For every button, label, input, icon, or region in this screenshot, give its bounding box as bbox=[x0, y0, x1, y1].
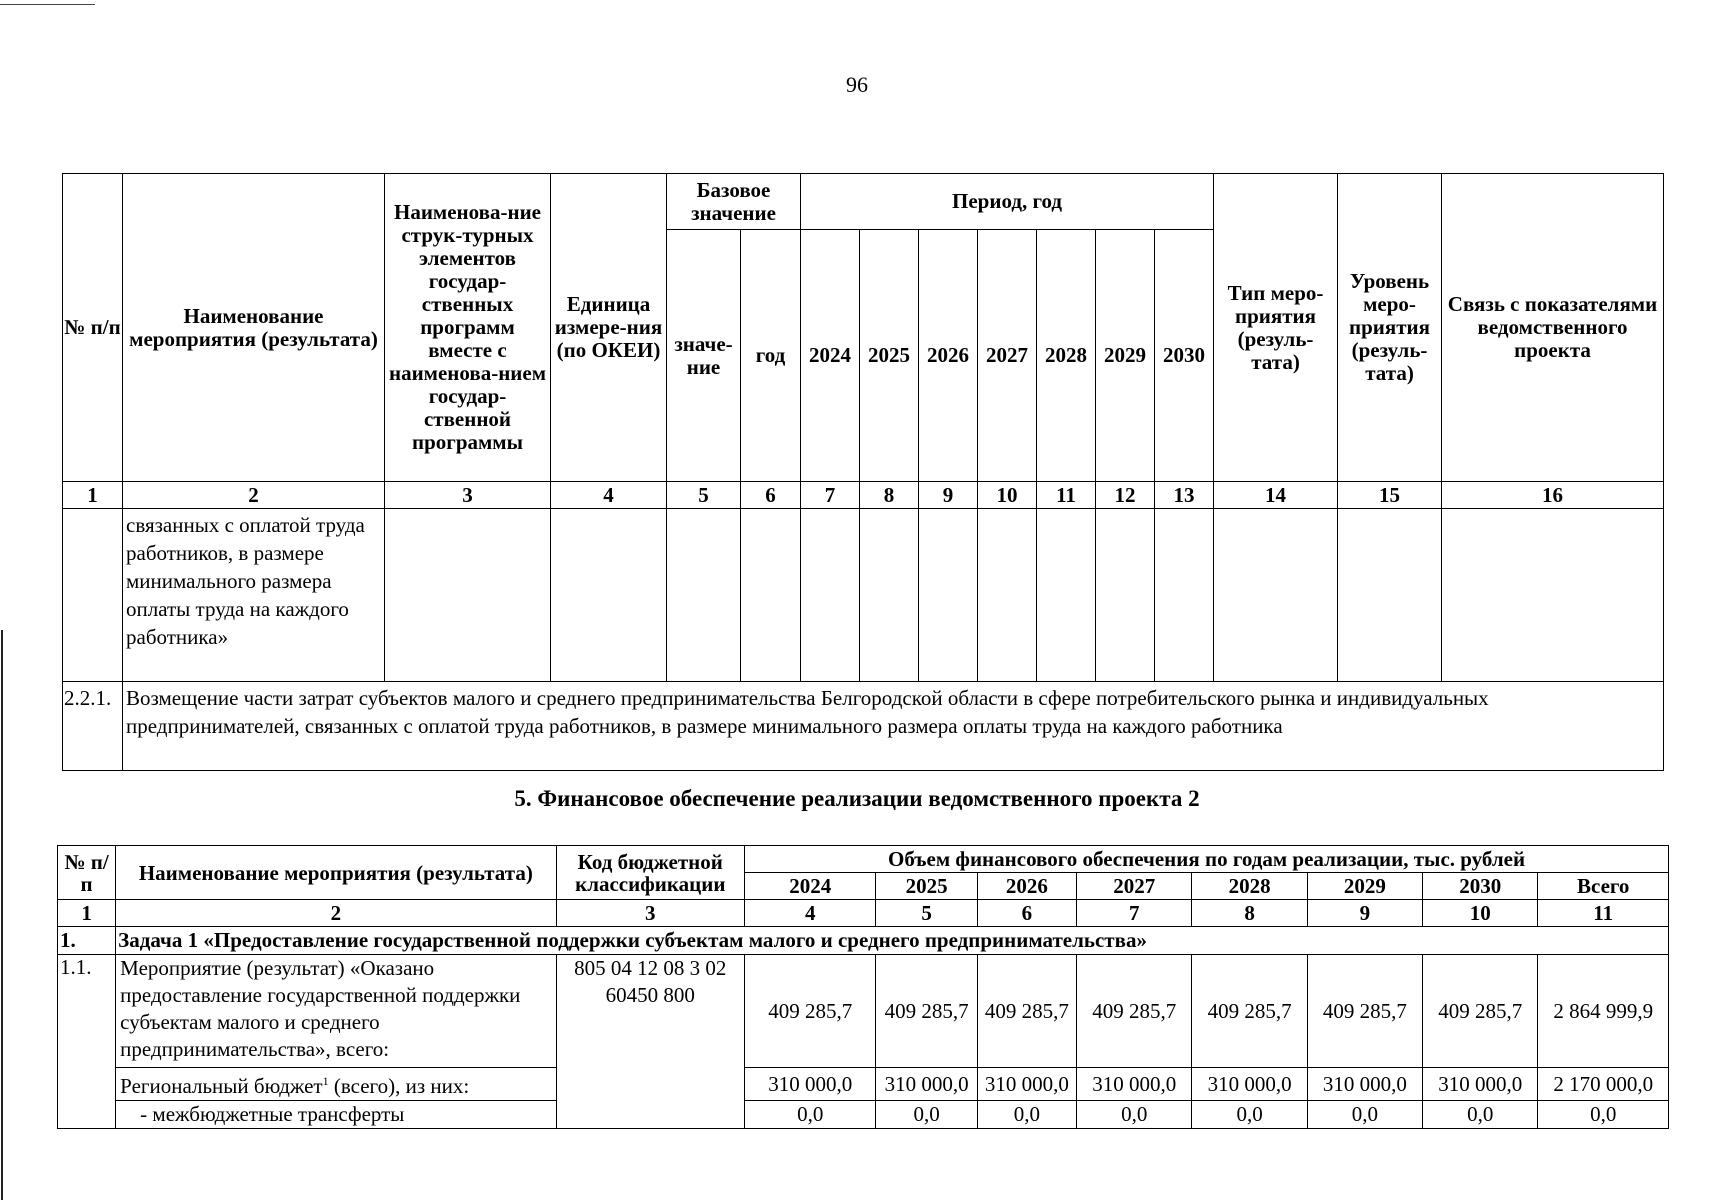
column-number: 10 bbox=[1423, 900, 1538, 927]
col-header-year: 2024 bbox=[745, 873, 876, 900]
column-number: 11 bbox=[1037, 482, 1096, 509]
col-header-year: 2027 bbox=[978, 230, 1037, 482]
col-header-year: 2026 bbox=[977, 873, 1076, 900]
value-cell: 0,0 bbox=[977, 1101, 1076, 1129]
measure-number: 1.1. bbox=[58, 955, 116, 1129]
table-row bbox=[58, 927, 1669, 955]
col-header-year: 2030 bbox=[1423, 873, 1538, 900]
financing-table bbox=[57, 845, 1669, 1129]
value-cell: 409 285,7 bbox=[876, 955, 977, 1068]
column-number: 16 bbox=[1442, 482, 1664, 509]
column-number: 2 bbox=[116, 900, 556, 927]
sub-item-text: Возмещение части затрат субъектов малого и среднего предпринимательства Белгородской области в сфере потребительского рынка и индивидуальных предпринимателей, связанных с оплатой труда работников, в размере минимального размера оплаты труда на каждого работника bbox=[123, 682, 1664, 771]
value-cell: 409 285,7 bbox=[745, 955, 876, 1068]
regional-label-suffix: (всего), из них: bbox=[328, 1074, 470, 1098]
value-cell: 310 000,0 bbox=[1077, 1068, 1192, 1101]
value-cell: 0,0 bbox=[1307, 1101, 1422, 1129]
column-number: 8 bbox=[860, 482, 919, 509]
measure-text: Мероприятие (результат) «Оказано предоставление государственной поддержки субъектам малого и среднего предпринимательства», всего: bbox=[116, 955, 556, 1068]
col-header-total: Всего bbox=[1538, 873, 1669, 900]
col-header-base-year: год bbox=[741, 230, 801, 482]
column-number: 3 bbox=[385, 482, 551, 509]
value-cell: 310 000,0 bbox=[876, 1068, 977, 1101]
column-number: 6 bbox=[977, 900, 1076, 927]
col-header-year: 2028 bbox=[1192, 873, 1307, 900]
col-header-year: 2024 bbox=[801, 230, 860, 482]
left-margin-rule bbox=[1, 630, 3, 1200]
column-number: 9 bbox=[1307, 900, 1422, 927]
column-number: 5 bbox=[876, 900, 977, 927]
page-number: 96 bbox=[846, 72, 868, 97]
value-cell: 409 285,7 bbox=[1192, 955, 1307, 1068]
transfers-label: - межбюджетные трансферты bbox=[116, 1101, 556, 1129]
col-header-base-value: значе-ние bbox=[667, 230, 741, 482]
column-number: 2 bbox=[123, 482, 385, 509]
column-number: 14 bbox=[1214, 482, 1338, 509]
footnote-mark: 1 bbox=[322, 1074, 329, 1088]
value-cell: 0,0 bbox=[1077, 1101, 1192, 1129]
col-header-name: Наименование мероприятия (результата) bbox=[116, 846, 556, 900]
value-cell: 310 000,0 bbox=[977, 1068, 1076, 1101]
col-header-year: 2028 bbox=[1037, 230, 1096, 482]
value-cell: 0,0 bbox=[745, 1101, 876, 1129]
value-cell: 310 000,0 bbox=[1192, 1068, 1307, 1101]
table-row bbox=[63, 509, 1664, 682]
value-cell: 310 000,0 bbox=[745, 1068, 876, 1101]
col-header-unit: Единица измере-ния (по ОКЕИ) bbox=[551, 174, 667, 482]
value-cell: 0,0 bbox=[1423, 1101, 1538, 1129]
column-number: 6 bbox=[741, 482, 801, 509]
col-header-year: 2029 bbox=[1096, 230, 1155, 482]
col-header-num: № п/п bbox=[63, 174, 123, 482]
table-row bbox=[58, 1068, 1669, 1101]
value-cell: 0,0 bbox=[1192, 1101, 1307, 1129]
column-number: 1 bbox=[58, 900, 116, 927]
total-cell: 2 170 000,0 bbox=[1538, 1068, 1669, 1101]
regional-budget-label bbox=[116, 1068, 556, 1101]
column-number: 7 bbox=[801, 482, 860, 509]
col-header-link: Связь с показателями ведомственного проекта bbox=[1442, 174, 1664, 482]
value-cell: 0,0 bbox=[876, 1101, 977, 1129]
section-title: 5. Финансовое обеспечение реализации ведомственного проекта 2 bbox=[514, 786, 1200, 811]
value-cell: 409 285,7 bbox=[977, 955, 1076, 1068]
sub-item-code: 2.2.1. bbox=[63, 682, 123, 771]
task-text: Задача 1 «Предоставление государственной поддержки субъектам малого и среднего предпринимательства» bbox=[116, 927, 1669, 955]
col-header-num: № п/п bbox=[58, 846, 116, 900]
col-header-kbk: Код бюджетной классификации bbox=[556, 846, 745, 900]
col-header-year: 2027 bbox=[1077, 873, 1192, 900]
budget-code: 805 04 12 08 3 02 60450 800 bbox=[556, 955, 745, 1129]
table-row bbox=[58, 1101, 1669, 1129]
value-cell: 409 285,7 bbox=[1307, 955, 1422, 1068]
col-header-base: Базовое значение bbox=[667, 174, 801, 230]
col-header-name: Наименование мероприятия (результата) bbox=[123, 174, 385, 482]
column-number: 4 bbox=[551, 482, 667, 509]
value-cell: 409 285,7 bbox=[1077, 955, 1192, 1068]
col-header-year: 2026 bbox=[919, 230, 978, 482]
total-cell: 0,0 bbox=[1538, 1101, 1669, 1129]
column-number: 8 bbox=[1192, 900, 1307, 927]
col-header-year: 2025 bbox=[876, 873, 977, 900]
col-header-year: 2030 bbox=[1155, 230, 1214, 482]
column-number: 15 bbox=[1338, 482, 1442, 509]
column-number: 3 bbox=[556, 900, 745, 927]
col-header-period: Период, год bbox=[801, 174, 1214, 230]
column-number: 9 bbox=[919, 482, 978, 509]
col-header-struct: Наименова-ние струк-турных элементов государ-ственных программ вместе с наименова-нием государ-ственной программы bbox=[385, 174, 551, 482]
column-number: 13 bbox=[1155, 482, 1214, 509]
column-number: 1 bbox=[63, 482, 123, 509]
regional-label-text: Региональный бюджет bbox=[120, 1074, 323, 1098]
col-header-level: Уровень меро-приятия (резуль-тата) bbox=[1338, 174, 1442, 482]
top-rule bbox=[0, 4, 95, 5]
value-cell: 409 285,7 bbox=[1423, 955, 1538, 1068]
table-row bbox=[58, 955, 1669, 1068]
table-row bbox=[63, 682, 1664, 771]
results-table bbox=[62, 173, 1664, 771]
column-number: 12 bbox=[1096, 482, 1155, 509]
column-number: 7 bbox=[1077, 900, 1192, 927]
col-header-year: 2025 bbox=[860, 230, 919, 482]
value-cell: 310 000,0 bbox=[1423, 1068, 1538, 1101]
total-cell: 2 864 999,9 bbox=[1538, 955, 1669, 1068]
value-cell: 310 000,0 bbox=[1307, 1068, 1422, 1101]
continuation-text: связанных с оплатой труда работников, в размере минимального размера оплаты труда на каждого работника» bbox=[123, 509, 385, 682]
col-header-type: Тип меро-приятия (резуль-тата) bbox=[1214, 174, 1338, 482]
task-number: 1. bbox=[58, 927, 116, 955]
column-number: 11 bbox=[1538, 900, 1669, 927]
col-header-volume: Объем финансового обеспечения по годам реализации, тыс. рублей bbox=[745, 846, 1669, 873]
column-number: 10 bbox=[978, 482, 1037, 509]
column-number: 4 bbox=[745, 900, 876, 927]
col-header-year: 2029 bbox=[1307, 873, 1422, 900]
column-number: 5 bbox=[667, 482, 741, 509]
